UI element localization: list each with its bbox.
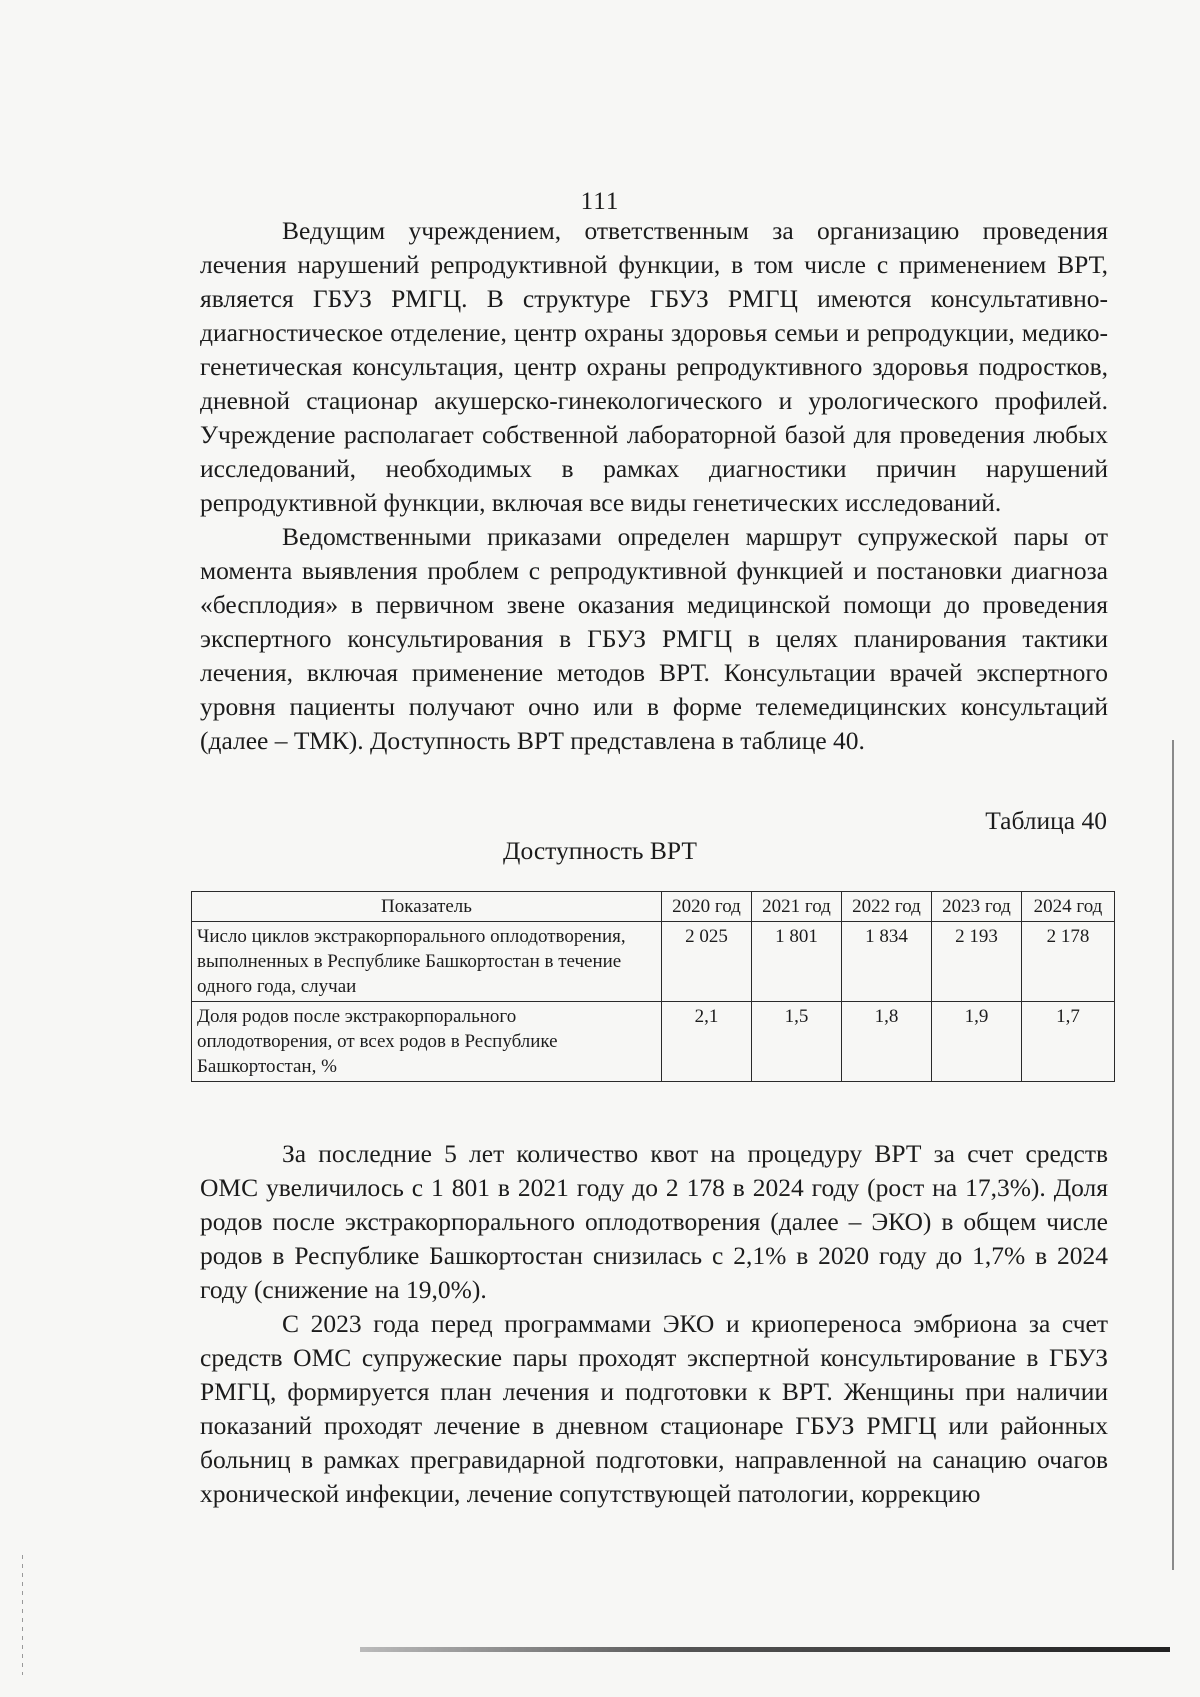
header-year: 2020 год (662, 892, 752, 922)
table-row (192, 922, 1115, 1002)
paragraph: С 2023 года перед программами ЭКО и криопереноса эмбриона за счет средств ОМС супружеские пары проходят экспертной консультирование в ГБУЗ РМГЦ, формируется план лечения и подготовки к ВРТ. Женщины при наличии показаний проходят лечение в дневном стационаре ГБУЗ РМГЦ или районных больниц в рамках прегравидарной подготовки, направленной на санацию очагов хронической инфекции, лечение сопутствующей патологии, коррекцию (200, 1309, 1108, 1508)
row-label: Число циклов экстракорпорального оплодотворения, выполненных в Республике Башкортостан в течение одного года, случаи (192, 922, 662, 1002)
header-year: 2022 год (842, 892, 932, 922)
header-year: 2021 год (752, 892, 842, 922)
table-cell: 2 025 (662, 922, 752, 1002)
table-cell: 1,5 (752, 1002, 842, 1082)
scan-edge-right (1172, 740, 1174, 1570)
table-cell: 1,9 (932, 1002, 1022, 1082)
header-year: 2024 год (1022, 892, 1115, 922)
table-cell: 1 834 (842, 922, 932, 1002)
data-table (191, 891, 1115, 1082)
table-cell: 2 193 (932, 922, 1022, 1002)
page-number: 111 (580, 188, 620, 215)
table-cell: 2,1 (662, 1002, 752, 1082)
table-number: Таблица 40 (985, 806, 1107, 835)
scan-edge-left (22, 1555, 23, 1675)
table-cell: 2 178 (1022, 922, 1115, 1002)
body-text-top (200, 214, 1108, 758)
header-year: 2023 год (932, 892, 1022, 922)
body-text-bottom (200, 1137, 1108, 1511)
paragraph: За последние 5 лет количество квот на процедуру ВРТ за счет средств ОМС увеличилось с 1 801 в 2021 году до 2 178 в 2024 году (рост на 17,3%). Доля родов после экстракорпорального оплодотворения (далее – ЭКО) в общем числе родов в Республике Башкортостан снизилась с 2,1% в 2020 году до 1,7% в 2024 году (снижение на 19,0%). (200, 1139, 1108, 1304)
header-indicator: Показатель (192, 892, 662, 922)
table-cell: 1,7 (1022, 1002, 1115, 1082)
scan-edge-bottom (360, 1647, 1170, 1652)
row-label: Доля родов после экстракорпорального оплодотворения, от всех родов в Республике Башкортостан, % (192, 1002, 662, 1082)
paragraph: Ведомственными приказами определен маршрут супружеской пары от момента выявления проблем с репродуктивной функцией и постановки диагноза «бесплодия» в первичном звене оказания медицинской помощи до проведения экспертного консультирования в ГБУЗ РМГЦ в целях планирования тактики лечения, включая применение методов ВРТ. Консультации врачей экспертного уровня пациенты получают очно или в форме телемедицинских консультаций (далее – ТМК). Доступность ВРТ представлена в таблице 40. (200, 522, 1108, 755)
table-row (192, 1002, 1115, 1082)
table-header-row (192, 892, 1115, 922)
table-cell: 1,8 (842, 1002, 932, 1082)
table-title: Доступность ВРТ (503, 836, 697, 865)
paragraph: Ведущим учреждением, ответственным за организацию проведения лечения нарушений репродуктивной функции, в том числе с применением ВРТ, является ГБУЗ РМГЦ. В структуре ГБУЗ РМГЦ имеются консультативно-диагностическое отделение, центр охраны здоровья семьи и репродукции, медико-генетическая консультация, центр охраны репродуктивного здоровья подростков, дневной стационар акушерско-гинекологического и урологического профилей. Учреждение располагает собственной лабораторной базой для проведения любых исследований, необходимых в рамках диагностики причин нарушений репродуктивной функции, включая все виды генетических исследований. (200, 216, 1108, 517)
table-cell: 1 801 (752, 922, 842, 1002)
